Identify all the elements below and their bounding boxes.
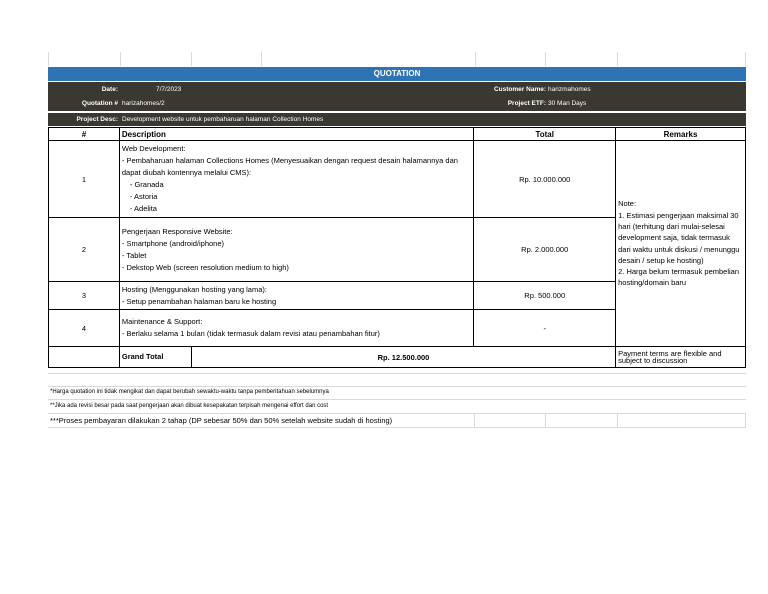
row-total: Rp. 10.000.000 <box>474 141 616 218</box>
desc-line: Hosting (Menggunakan hosting yang lama): <box>121 284 267 294</box>
desc-line: - Adelita <box>129 204 157 213</box>
desc-line: Web Development: <box>121 144 186 153</box>
desc-line: - Setup penambahan halaman baru ke hosting <box>121 296 277 306</box>
row-total: Rp. 2.000.000 <box>474 218 616 282</box>
row-number: 3 <box>49 282 120 310</box>
table-row <box>49 141 746 218</box>
desc-line: - Dekstop Web (screen resolution medium to high) <box>121 262 289 272</box>
desc-line: - Astoria <box>129 192 158 201</box>
row-description <box>119 218 473 282</box>
col-header-description: Description <box>119 128 473 141</box>
row-number: 1 <box>49 141 120 218</box>
row-description <box>119 141 473 218</box>
grand-total-row <box>49 347 746 368</box>
grand-total-value: Rp. 12.500.000 <box>377 352 430 362</box>
desc-label: Project Desc: <box>76 116 118 123</box>
footnote: *Harga quotation ini tidak mengikat dan dapat berubah sewaktu-waktu tanpa pemberitahuan sebelumnya <box>50 389 329 395</box>
desc-line: - Berlaku selama 1 bulan (tidak termasuk dalam revisi atau penambahan fitur) <box>121 329 380 338</box>
customer-value: harizmahomes <box>548 86 591 93</box>
empty-grid-row <box>48 52 746 66</box>
quotation-value: harizahomes/2 <box>122 100 165 107</box>
col-header-number: # <box>49 128 120 141</box>
etf-value: 30 Man Days <box>548 100 587 107</box>
remarks-note: Note: 1. Estimasi pengerjaan maksimal 30 hari (terhitung dari mulai-selesai development saja, tidak termasuk dari waktu untuk diskusi / menunggu desain / setup ke hosting) 2. Harga belum termasuk pembelian hosting/domain baru <box>616 141 746 347</box>
footnote: ***Proses pembayaran dilakukan 2 tahap (DP sebesar 50% dan 50% setelah website sudah di hosting) <box>50 416 393 425</box>
payment-terms-note: Payment terms are flexible and subject to discussion <box>616 347 746 368</box>
desc-line: - Granada <box>129 180 164 189</box>
customer-label: Customer Name: <box>493 86 546 93</box>
col-header-total: Total <box>474 128 616 141</box>
row-number: 2 <box>49 218 120 282</box>
quotation-label: Quotation # <box>81 100 118 107</box>
row-description <box>119 310 473 347</box>
footnote-row <box>48 386 746 400</box>
quotation-table <box>48 127 746 368</box>
date-value: 7/7/2023 <box>156 86 182 93</box>
grand-total-label: Grand Total <box>120 347 192 367</box>
desc-line: Maintenance & Support: <box>121 317 203 326</box>
desc-line: - Pembaharuan halaman Collections Homes (Menyesuaikan dengan request desain halamannya dan dapat diubah kontennya melalui CMS): <box>121 156 458 177</box>
col-header-remarks: Remarks <box>616 128 746 141</box>
grand-total-cell <box>119 347 615 368</box>
desc-value: Development website untuk pembaharuan halaman Collection Homes <box>122 116 324 123</box>
header-info-block <box>48 82 746 111</box>
quotation-title: QUOTATION <box>48 67 746 81</box>
date-label: Date: <box>101 86 118 93</box>
table-header-row <box>49 128 746 141</box>
footnote: **Jika ada revisi besar pada saat pengerjaan akan dibuat kesepakatan terpisah mengenai effort dan cost <box>50 403 329 409</box>
project-desc-row <box>48 113 746 126</box>
row-total: - <box>474 310 616 347</box>
etf-label: Project ETF: <box>507 100 546 107</box>
footnote-row <box>48 414 746 428</box>
desc-line: Pengerjaan Responsive Website: <box>121 226 233 236</box>
desc-line: - Tablet <box>121 250 147 260</box>
spacer-row <box>48 373 746 387</box>
footnote-row <box>48 400 746 414</box>
row-total: Rp. 500.000 <box>474 282 616 310</box>
row-number: 4 <box>49 310 120 347</box>
desc-line: - Smartphone (android/iphone) <box>121 238 225 248</box>
row-description <box>119 282 473 310</box>
